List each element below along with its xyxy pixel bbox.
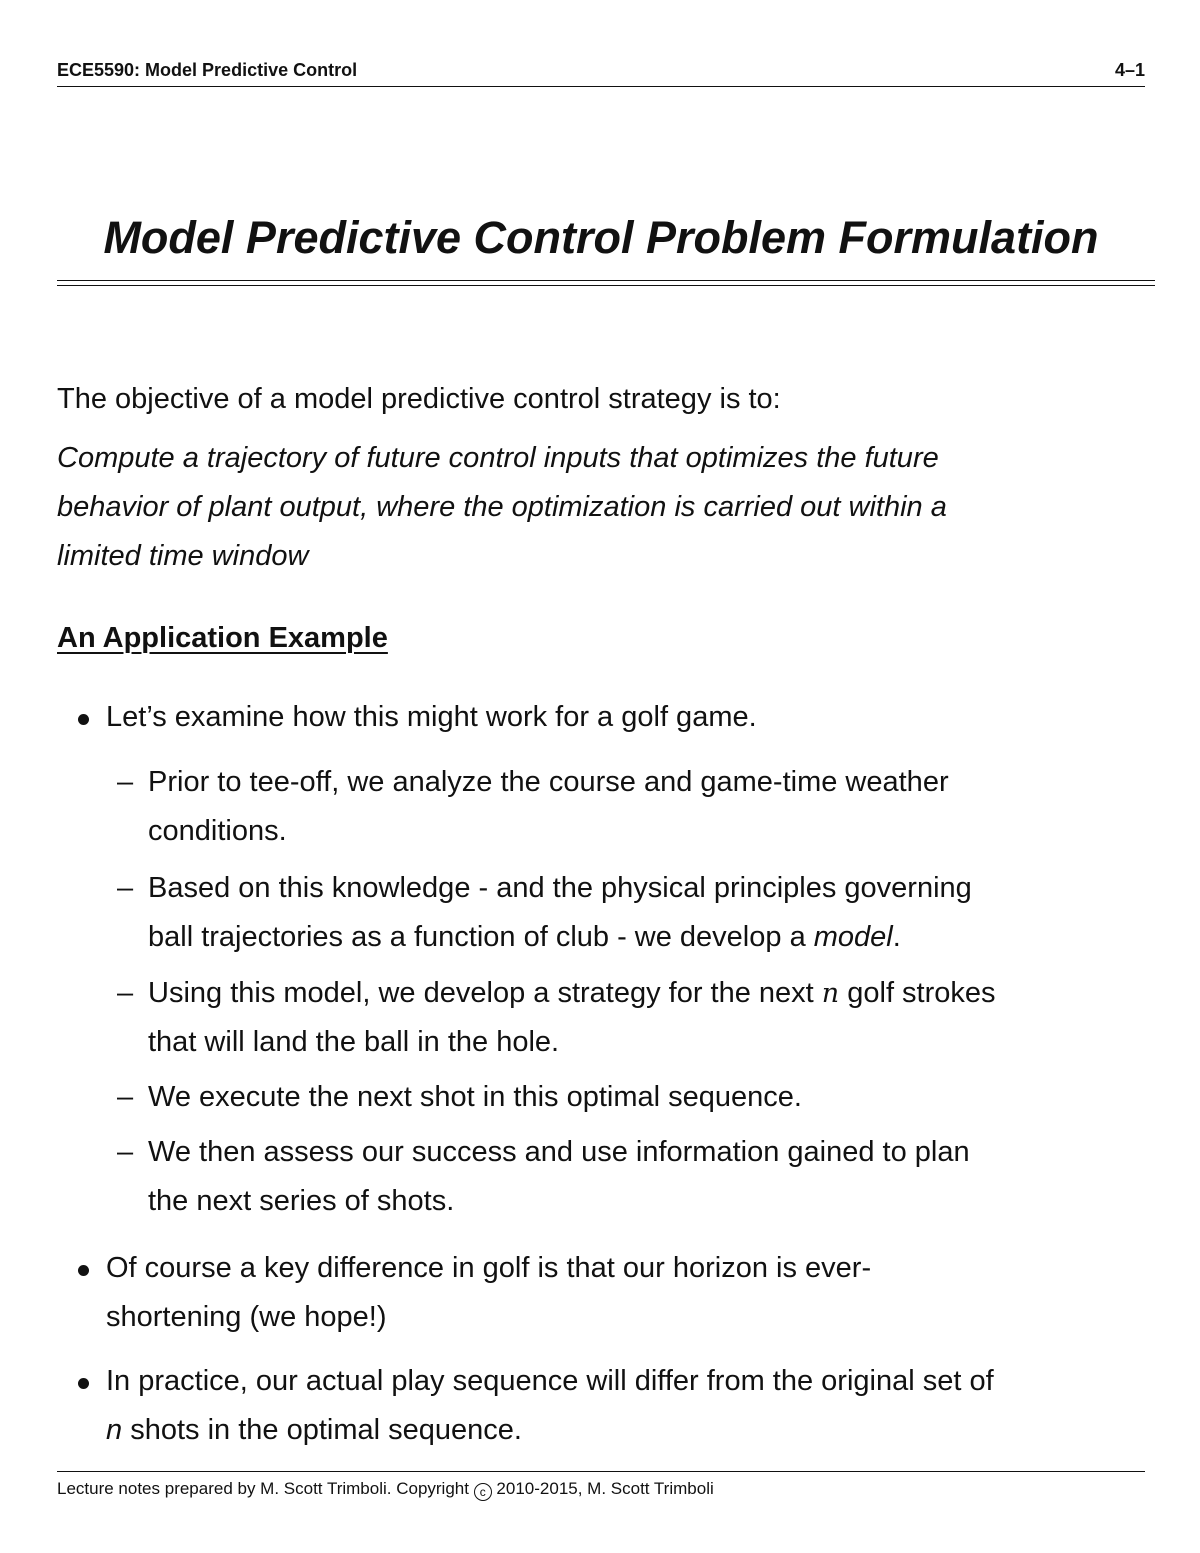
emphasis-n: n: [106, 1414, 123, 1446]
sub-text: Prior to tee-off, we analyze the course and game-time weather: [148, 766, 949, 798]
sub-text: the next series of shots.: [148, 1185, 455, 1217]
objective-line: Compute a trajectory of future control inputs that optimizes the future: [57, 442, 939, 474]
sub-text-part: .: [892, 921, 901, 953]
footer-text: 2010-2015, M. Scott Trimboli: [491, 1479, 714, 1498]
sub-text: [148, 913, 972, 962]
dash-marker: –: [117, 872, 134, 904]
objective-statement: [57, 434, 947, 581]
sub-text: [148, 969, 996, 1018]
bullet-text: shortening (we hope!): [106, 1301, 387, 1333]
title-rule-top: [57, 280, 1155, 281]
bullet-text: Let’s examine how this might work for a golf game.: [106, 701, 757, 733]
dash-marker: –: [117, 1081, 134, 1113]
dash-marker: –: [117, 977, 134, 1009]
bullet-dot-icon: [78, 714, 89, 725]
page-footer: [57, 1479, 714, 1501]
sub-text: that will land the ball in the hole.: [148, 1026, 560, 1058]
course-title: ECE5590: Model Predictive Control: [57, 60, 358, 80]
sub-text: Based on this knowledge - and the physical principles governing: [148, 872, 972, 904]
copyright-icon: c: [474, 1483, 492, 1501]
emphasis-model: model: [813, 921, 893, 953]
bullet-text: In practice, our actual play sequence will differ from the original set of: [106, 1365, 994, 1397]
page-title: Model Predictive Control Problem Formulation: [103, 212, 1099, 263]
bullet-dot-icon: [78, 1378, 89, 1389]
objective-line: limited time window: [57, 540, 309, 572]
sub-text: We then assess our success and use information gained to plan: [148, 1136, 970, 1168]
footer-rule: [57, 1471, 1145, 1472]
page-header: [57, 58, 1145, 87]
sub-text-part: Using this model, we develop a strategy for the next: [148, 977, 822, 1009]
bullet-dot-icon: [78, 1265, 89, 1276]
objective-line: behavior of plant output, where the optimization is carried out within a: [57, 491, 947, 523]
dash-marker: –: [117, 1136, 134, 1168]
sub-text-part: ball trajectories as a function of club - we develop a: [148, 921, 814, 953]
dash-marker: –: [117, 766, 134, 798]
section-heading: An Application Example: [57, 622, 388, 654]
sub-text-part: golf strokes: [839, 977, 996, 1009]
math-variable-n: n: [821, 978, 840, 1009]
title-rule-bottom: [57, 285, 1155, 286]
sub-text: We execute the next shot in this optimal sequence.: [148, 1081, 802, 1113]
objective-intro: The objective of a model predictive control strategy is to:: [57, 383, 781, 415]
bullet-text-part: shots in the optimal sequence.: [122, 1414, 522, 1446]
footer-text: Lecture notes prepared by M. Scott Trimboli. Copyright: [57, 1479, 474, 1498]
sub-text: conditions.: [148, 815, 287, 847]
bullet-text: Of course a key difference in golf is that our horizon is ever-: [106, 1252, 872, 1284]
bullet-text: [106, 1406, 994, 1455]
page-number: 4–1: [1114, 60, 1145, 80]
